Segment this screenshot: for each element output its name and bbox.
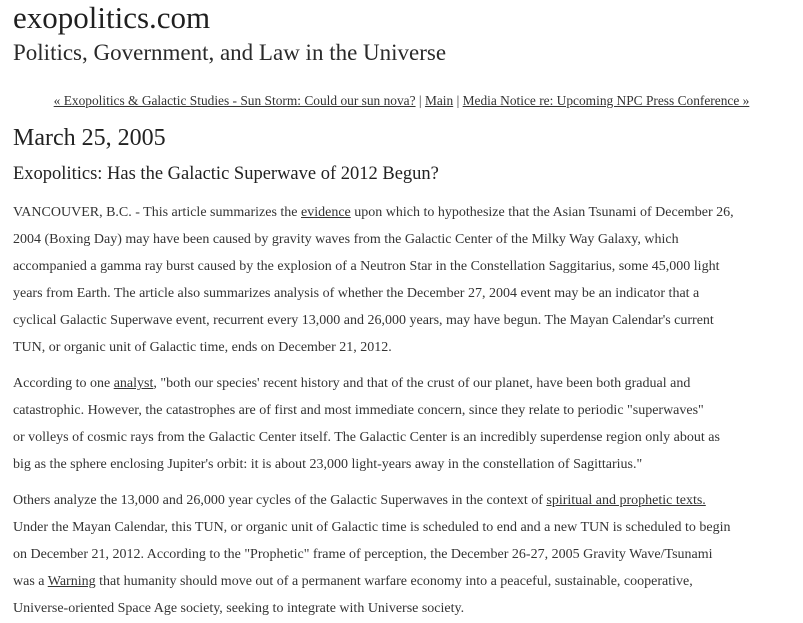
paragraph-line [13, 199, 803, 226]
paragraph-line [13, 487, 803, 514]
text-run: upon which to hypothesize that the Asian Tsunami of December 26, [350, 205, 734, 220]
text-run: According to one [13, 376, 114, 391]
site-description: Politics, Government, and Law in the Universe [13, 40, 447, 65]
post-body [13, 199, 803, 622]
paragraph-line: 2004 (Boxing Day) may have been caused by gravity waves from the Galactic Center of the Milky Way Galaxy, which [13, 232, 679, 247]
post-title: Exopolitics: Has the Galactic Superwave of 2012 Begun? [13, 164, 439, 184]
paragraph-line: years from Earth. The article also summarizes analysis of whether the December 27, 2004 event may be an indicator that a [13, 286, 700, 301]
post-navigation [0, 92, 803, 110]
date-header: March 25, 2005 [13, 125, 166, 151]
warning-link[interactable]: Warning [47, 574, 96, 589]
text-run: Others analyze the 13,000 and 26,000 year cycles of the Galactic Superwaves in the context of [13, 493, 547, 508]
paragraph-line: catastrophic. However, the catastrophes are of first and most immediate concern, since they relate to periodic "superwaves" [13, 403, 704, 418]
text-run: was a [13, 574, 48, 589]
paragraph-line: accompanied a gamma ray burst caused by the explosion of a Neutron Star in the Constellation Saggitarius, some 45,000 light [13, 259, 720, 274]
text-run: that humanity should move out of a permanent warfare economy into a peaceful, sustainable, cooperative, [95, 574, 693, 589]
paragraph-line: Universe-oriented Space Age society, seeking to integrate with Universe society. [13, 601, 465, 616]
paragraph-line [13, 370, 803, 397]
paragraph-line [13, 568, 803, 595]
paragraph-line: Under the Mayan Calendar, this TUN, or organic unit of Galactic time is scheduled to end and a new TUN is scheduled to begin [13, 520, 731, 535]
spiritual-texts-link[interactable]: spiritual and prophetic texts. [546, 493, 706, 508]
nav-separator: | [415, 93, 425, 108]
main-link[interactable]: Main [424, 93, 454, 108]
site-title[interactable]: exopolitics.com [13, 0, 211, 35]
paragraph-line: big as the sphere enclosing Jupiter's orbit: it is about 23,000 light-years away in the constellation of Sagittarius." [13, 457, 643, 472]
next-post-link[interactable]: Media Notice re: Upcoming NPC Press Conference » [462, 93, 750, 108]
paragraph-line: TUN, or organic unit of Galactic time, ends on December 21, 2012. [13, 340, 392, 355]
analyst-link[interactable]: analyst [113, 376, 154, 391]
paragraph-line: on December 21, 2012. According to the "Prophetic" frame of perception, the December 26-27, 2005 Gravity Wave/Tsunami [13, 547, 713, 562]
text-run: VANCOUVER, B.C. - This article summarizes the [13, 205, 302, 220]
nav-separator: | [453, 93, 463, 108]
previous-post-link[interactable]: « Exopolitics & Galactic Studies - Sun Storm: Could our sun nova? [53, 93, 416, 108]
paragraph-line: or volleys of cosmic rays from the Galactic Center itself. The Galactic Center is an incredibly superdense region only about as [13, 430, 720, 445]
evidence-link[interactable]: evidence [301, 205, 351, 220]
text-run: , "both our species' recent history and that of the crust of our planet, have been both gradual and [153, 376, 691, 391]
paragraph-line: cyclical Galactic Superwave event, recurrent every 13,000 and 26,000 years, may have begun. The Mayan Calendar's current [13, 313, 714, 328]
